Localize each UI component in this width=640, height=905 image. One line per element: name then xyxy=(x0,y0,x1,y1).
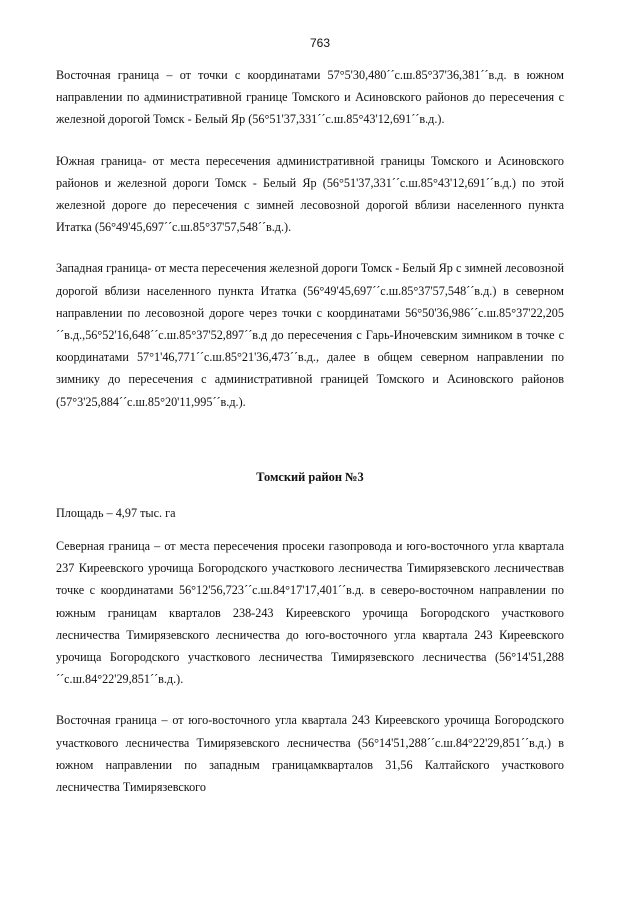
area-line: Площадь – 4,97 тыс. га xyxy=(56,505,176,520)
south-border-paragraph: Южная граница- от места пересечения административной границы Томского и Асиновского районов и железной дороги Томск - Белый Яр (56°51'37,331´´с.ш.85°43'12,691´´в.д.) по этой железной дороге до пересечения с зимней лесовозной дорогой вблизи населенного пункта Итатка (56°49'45,697´´с.ш.85°37'57,548´´в.д.). xyxy=(56,153,564,235)
section-heading: Томский район №3 xyxy=(256,469,364,484)
document-body xyxy=(56,64,564,817)
north-border-paragraph: Северная граница – от места пересечения просеки газопровода и юго-восточного угла квартала 237 Киреевского урочища Богородского участкового лесничества Тимирязевского лесничествав точке с координатами 56°12'56,723´´с.ш.84°17'17,401´´в.д. в северо-восточном направлении по южным границам кварталов 238-243 Киреевского урочища Богородского участкового лесничества Тимирязевского лесничества до юго-восточного угла квартала 243 Киреевского урочища Богородского участкового лесничества Тимирязевского лесничества (56°14'51,288´´с.ш.84°22'29,851´´в.д.). xyxy=(56,539,564,687)
page-number: 763 xyxy=(309,36,331,50)
west-border-paragraph: Западная граница- от места пересечения железной дороги Томск - Белый Яр с зимней лесовозной дорогой вблизи населенного пункта Итатка (56°49'45,697´´с.ш.85°37'57,548´´в.д.) в северном направлении по лесовозной дороге через точки с координатами 56°50'36,986´´с.ш.85°37'22,205´´в.д.,56°52'16,648´´с.ш.85°37'52,897´´в.д до пересечения с Гарь-Иночевским зимником в точке с координатами 57°1'46,771´´с.ш.85°21'36,473´´в.д., далее в общем северном направлении по зимнику до пересечения с административной границей Томского и Асиновского районов (57°3'25,884´´с.ш.85°20'11,995´´в.д.). xyxy=(56,261,564,409)
east-border-paragraph: Восточная граница – от точки с координатами 57°5'30,480´´с.ш.85°37'36,381´´в.д. в южном направлении по административной границе Томского и Асиновского районов до пересечения с железной дорогой Томск - Белый Яр (56°51'37,331´´с.ш.85°43'12,691´´в.д.). xyxy=(56,68,564,127)
east-border-paragraph-2: Восточная граница – от юго-восточного угла квартала 243 Киреевского урочища Богородского участкового лесничества Тимирязевского лесничества (56°14'51,288´´с.ш.84°22'29,851´´в.д.) в южном направлении по западным границамкварталов 31,56 Калтайского участкового лесничества Тимирязевского xyxy=(56,713,564,795)
